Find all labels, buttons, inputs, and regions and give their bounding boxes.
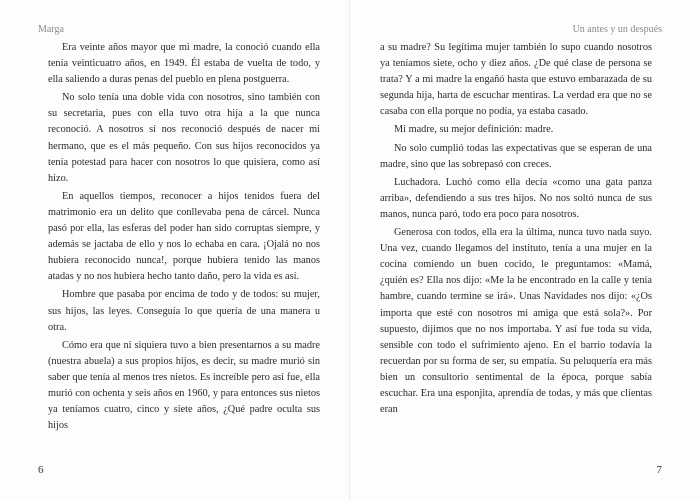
paragraph-continued: a su madre? Su legítima mujer también lo supo cuando nosotros ya teníamos siete, ocho y diez años. ¿De qué clase de persona se trata? Y a mi madre la engañó hasta que estuvo embarazada de su segunda hija, harta de escuchar mentiras. La verdad era que no se casaba con ella porque no podía, ya estaba casado. bbox=[380, 42, 652, 118]
paragraph: Hombre que pasaba por encima de todo y de todos: su mujer, sus hijos, las leyes. Conseguía lo que quería de una manera u otra. bbox=[48, 289, 320, 333]
left-page-body bbox=[48, 40, 320, 436]
right-page-body bbox=[380, 40, 652, 420]
paragraph: No solo tenía una doble vida con nosotros, sino también con su secretaria, pues con ella tuvo otra hija a la que nunca reconoció. A nosotros sí nos reconoció después de nacer mi hermano, que es el más pequeño. Con sus hijos reconocidos ya tenía potestad para hacer con nosotros lo que quisiera, como así hizo. bbox=[48, 92, 320, 184]
paragraph: Generosa con todos, ella era la última, nunca tuvo nada suyo. Una vez, cuando llegamos del instituto, tenía a una mujer en la cocina comiendo un buen cocido, le preguntamos: «Mamá, ¿quién es? Ella nos dijo: «Me la he encontrado en la calle y tenía hambre, cuando termine se irá». Unas Navidades nos dijo: «¿Os importa que esté con nosotros mi amiga que está sola?». Por supuesto, dijimos que no nos importaba. Y así fue toda su vida, sensible con todo el sufrimiento ajeno. En el barrio todavía la recuerdan por su forma de ser, su empatía. Su peluquería era más bien un consultorio sentimental de la época, porque sabía escuchar. Era una esponjita, aprendía de todas, y más que clientas eran bbox=[380, 227, 652, 416]
right-page bbox=[350, 0, 700, 500]
paragraph: Luchadora. Luchó como ella decía «como una gata panza arriba», defendiendo a sus tres hijos. No nos soltó nunca de sus manos, nunca paró, todo era poco para nosotros. bbox=[380, 176, 652, 220]
paragraph: En aquellos tiempos, reconocer a hijos tenidos fuera del matrimonio era un delito que conllevaba pena de cárcel. Nunca pasó por ella, las esferas del poder han sido corruptas siempre, y además se jactaba de ello y nos lo echaba en cara. ¡Ojalá no nos hubiera reconocido nunca!, porque hubiera tenido las manos atadas y no nos hubiera hecho tanto daño, pero la vida es así. bbox=[48, 190, 320, 283]
right-running-header: Un antes y un después bbox=[572, 24, 662, 35]
left-running-header: Marga bbox=[38, 24, 64, 35]
paragraph: Mi madre, su mejor definición: madre. bbox=[394, 124, 554, 136]
left-page-number: 6 bbox=[38, 464, 44, 476]
right-page-number: 7 bbox=[656, 464, 662, 476]
paragraph: No solo cumplió todas las expectativas que se esperan de una madre, sino que las sobrepasó con creces. bbox=[380, 142, 652, 170]
paragraph: Era veinte años mayor que mi madre, la conoció cuando ella tenía veinticuatro años, en 1949. Él estaba de vuelta de todo, y ella saliendo a duras penas del pueblo en plena postguerra. bbox=[48, 42, 320, 86]
paragraph: Cómo era que ni siquiera tuvo a bien presentarnos a su madre (nuestra abuela) a sus propios hijos, es decir, su madre murió sin saber que tenía al menos tres nietos. Es increíble pero así fue, ella murió con ochenta y seis años en 1960, y para entonces sus nietos ya teníamos cuatro, cinco y siete años, ¿Qué padre oculta sus hijos bbox=[48, 339, 320, 432]
